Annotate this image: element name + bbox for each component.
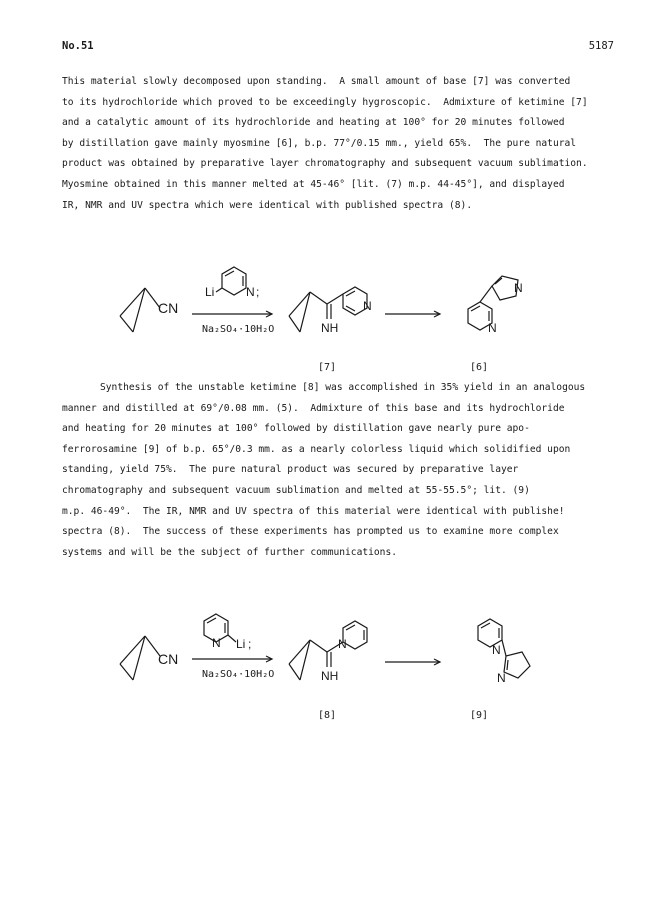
text-line: product was obtained by preparative layer chromatography and subsequent vacuum sublimation. bbox=[62, 158, 588, 170]
cyclopropane-bond bbox=[289, 316, 300, 332]
nitrogen-label: N bbox=[246, 285, 255, 299]
compound-label: [6] bbox=[470, 362, 489, 373]
text-line: This material slowly decomposed upon standing. A small amount of base [7] was converted bbox=[62, 76, 571, 87]
lithium-label: Li bbox=[236, 637, 246, 651]
nitrogen-label: N bbox=[363, 299, 372, 313]
single-bond bbox=[480, 286, 492, 302]
nitrogen-label: N bbox=[488, 321, 497, 335]
li-bond bbox=[228, 635, 236, 642]
text-line: and heating for 20 minutes at 100° followed by distillation gave nearly pure apo- bbox=[62, 423, 530, 435]
nitrogen-label: N bbox=[338, 637, 347, 651]
text-line: manner and distilled at 69°/0.08 mm. (5). Admixture of this base and its hydrochloride bbox=[62, 402, 565, 414]
text-line: Myosmine obtained in this manner melted at 45-46° [lit. (7) m.p. 44-45°], and displayed bbox=[62, 178, 565, 190]
compound-label: [7] bbox=[318, 362, 337, 373]
text-line: by distillation gave mainly myosmine [6], b.p. 77°/0.15 mm., yield 65%. The pure natural bbox=[62, 137, 577, 149]
double-bond bbox=[507, 660, 508, 670]
semicolon: ; bbox=[248, 637, 252, 651]
compound-label: [8] bbox=[318, 710, 337, 721]
lithium-label: Li bbox=[205, 285, 215, 299]
nitrogen-label: N bbox=[497, 671, 506, 685]
semicolon: ; bbox=[256, 285, 260, 299]
li-bond bbox=[216, 288, 222, 292]
nitrogen-label: N bbox=[212, 636, 221, 650]
journal-header: No.51 bbox=[62, 40, 94, 52]
single-bond bbox=[327, 294, 343, 304]
text-line: spectra (8). The success of these experiments has prompted us to examine more complex bbox=[62, 526, 559, 538]
nitrogen-label: N bbox=[514, 281, 523, 295]
single-bond bbox=[310, 292, 327, 304]
cyclopropane-bond bbox=[120, 316, 133, 332]
conditions-label: Na₂SO₄·10H₂O bbox=[202, 669, 275, 680]
single-bond bbox=[310, 640, 327, 652]
imine-label: NH bbox=[321, 669, 339, 683]
text-line: m.p. 46-49°. The IR, NMR and UV spectra of this material were identical with publishe! bbox=[62, 505, 565, 517]
nitrogen-label: N bbox=[492, 643, 501, 657]
compound-label: [9] bbox=[470, 710, 489, 721]
nitrile-label: CN bbox=[158, 300, 179, 316]
text-line: ferrorosamine [9] of b.p. 65°/0.3 mm. as a nearly colorless liquid which solidified upon bbox=[62, 443, 571, 455]
cyclopropane-bond bbox=[289, 664, 300, 680]
text-line: to its hydrochloride which proved to be exceedingly hygroscopic. Admixture of ketimine [7] bbox=[62, 96, 588, 108]
conditions-label: Na₂SO₄·10H₂O bbox=[202, 324, 275, 335]
single-bond bbox=[502, 640, 506, 656]
paragraph-2 bbox=[62, 378, 622, 563]
reaction-scheme-2 bbox=[0, 604, 672, 722]
cyclopropane-bond bbox=[120, 664, 133, 680]
text-line: IR, NMR and UV spectra which were identical with published spectra (8). bbox=[62, 199, 473, 211]
imine-label: NH bbox=[321, 321, 339, 335]
text-line: standing, yield 75%. The pure natural product was secured by preparative layer bbox=[62, 464, 519, 476]
page-number: 5187 bbox=[588, 40, 614, 52]
text-line: systems and will be the subject of further communications. bbox=[62, 546, 398, 558]
reaction-scheme-1 bbox=[0, 256, 672, 374]
nitrile-label: CN bbox=[158, 651, 179, 667]
scheme-1-drawing bbox=[0, 256, 672, 374]
paragraph-1 bbox=[62, 72, 622, 216]
text-line: and a catalytic amount of its hydrochloride and heating at 100° for 20 minutes followed bbox=[62, 117, 565, 129]
text-line: Synthesis of the unstable ketimine [8] was accomplished in 35% yield in an analogous bbox=[100, 382, 586, 393]
text-line: chromatography and subsequent vacuum sublimation and melted at 55-55.5°; lit. (9) bbox=[62, 484, 530, 496]
scheme-2-drawing bbox=[0, 604, 672, 722]
